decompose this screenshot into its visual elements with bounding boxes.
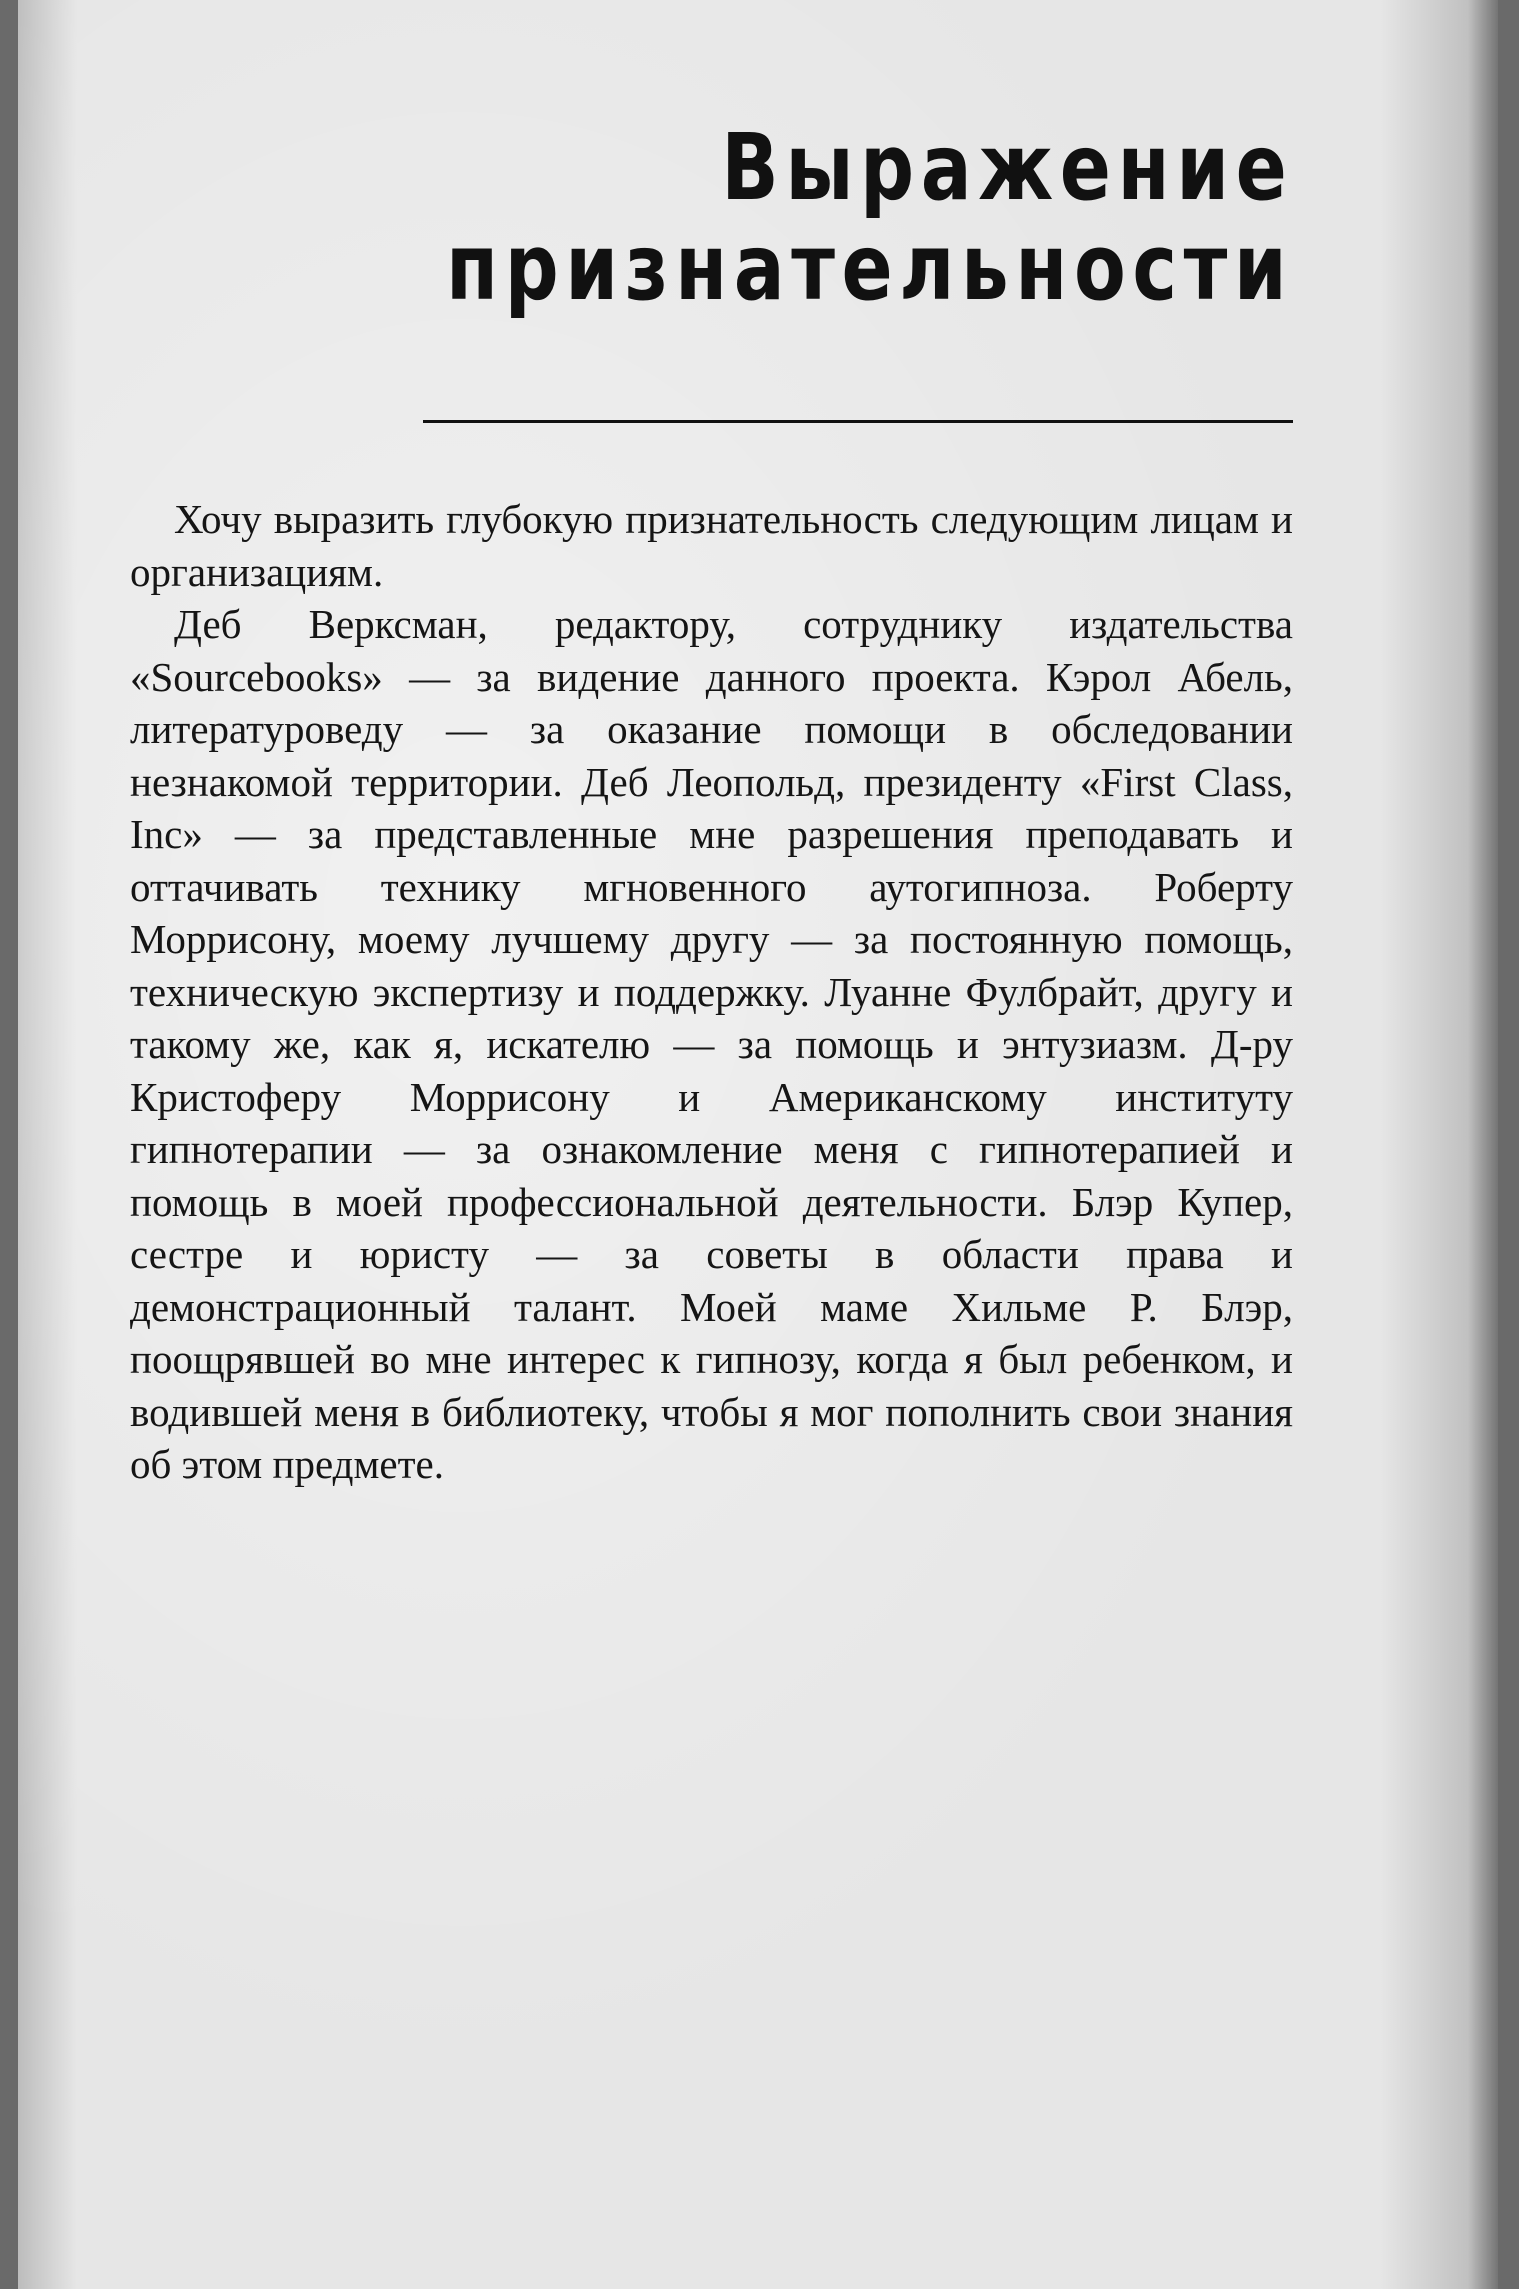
title-line-1: Выражение [720, 114, 1293, 221]
title-line-2: признательности [445, 214, 1293, 321]
paragraph-intro: Хочу выразить глубокую признательность следующим лицам и организациям. [130, 496, 1293, 595]
title-divider [423, 420, 1293, 423]
page-title [445, 114, 1293, 321]
book-page [18, 0, 1498, 2289]
acknowledgements-body [130, 493, 1293, 1491]
paragraph-thanks: Деб Верксман, редактору, сотруднику издательства «Sourcebooks» — за видение данного проекта. Кэрол Абель, литературоведу — за оказание помощи в обследовании незнакомой территории. Деб Леопольд, президенту «First Class, Inc» — за представленные мне разрешения преподавать и оттачивать технику мгновенного аутогипноза. Роберту Моррисону, моему лучшему другу — за постоянную помощь, техническую экспертизу и поддержку. Луанне Фулбрайт, другу и такому же, как я, искателю — за помощь и энтузиазм. Д-ру Кристоферу Моррисону и Американскому институту гипнотерапии — за ознакомление меня с гипнотерапией и помощь в моей профессиональной деятельности. Блэр Купер, сестре и юристу — за советы в области права и демонстрационный талант. Моей маме Хильме Р. Блэр, поощрявшей во мне интерес к гипнозу, когда я был ребенком, и водившей меня в библиотеку, чтобы я мог пополнить свои знания об этом предмете. [130, 601, 1293, 1487]
spine-shadow [1468, 0, 1498, 2289]
